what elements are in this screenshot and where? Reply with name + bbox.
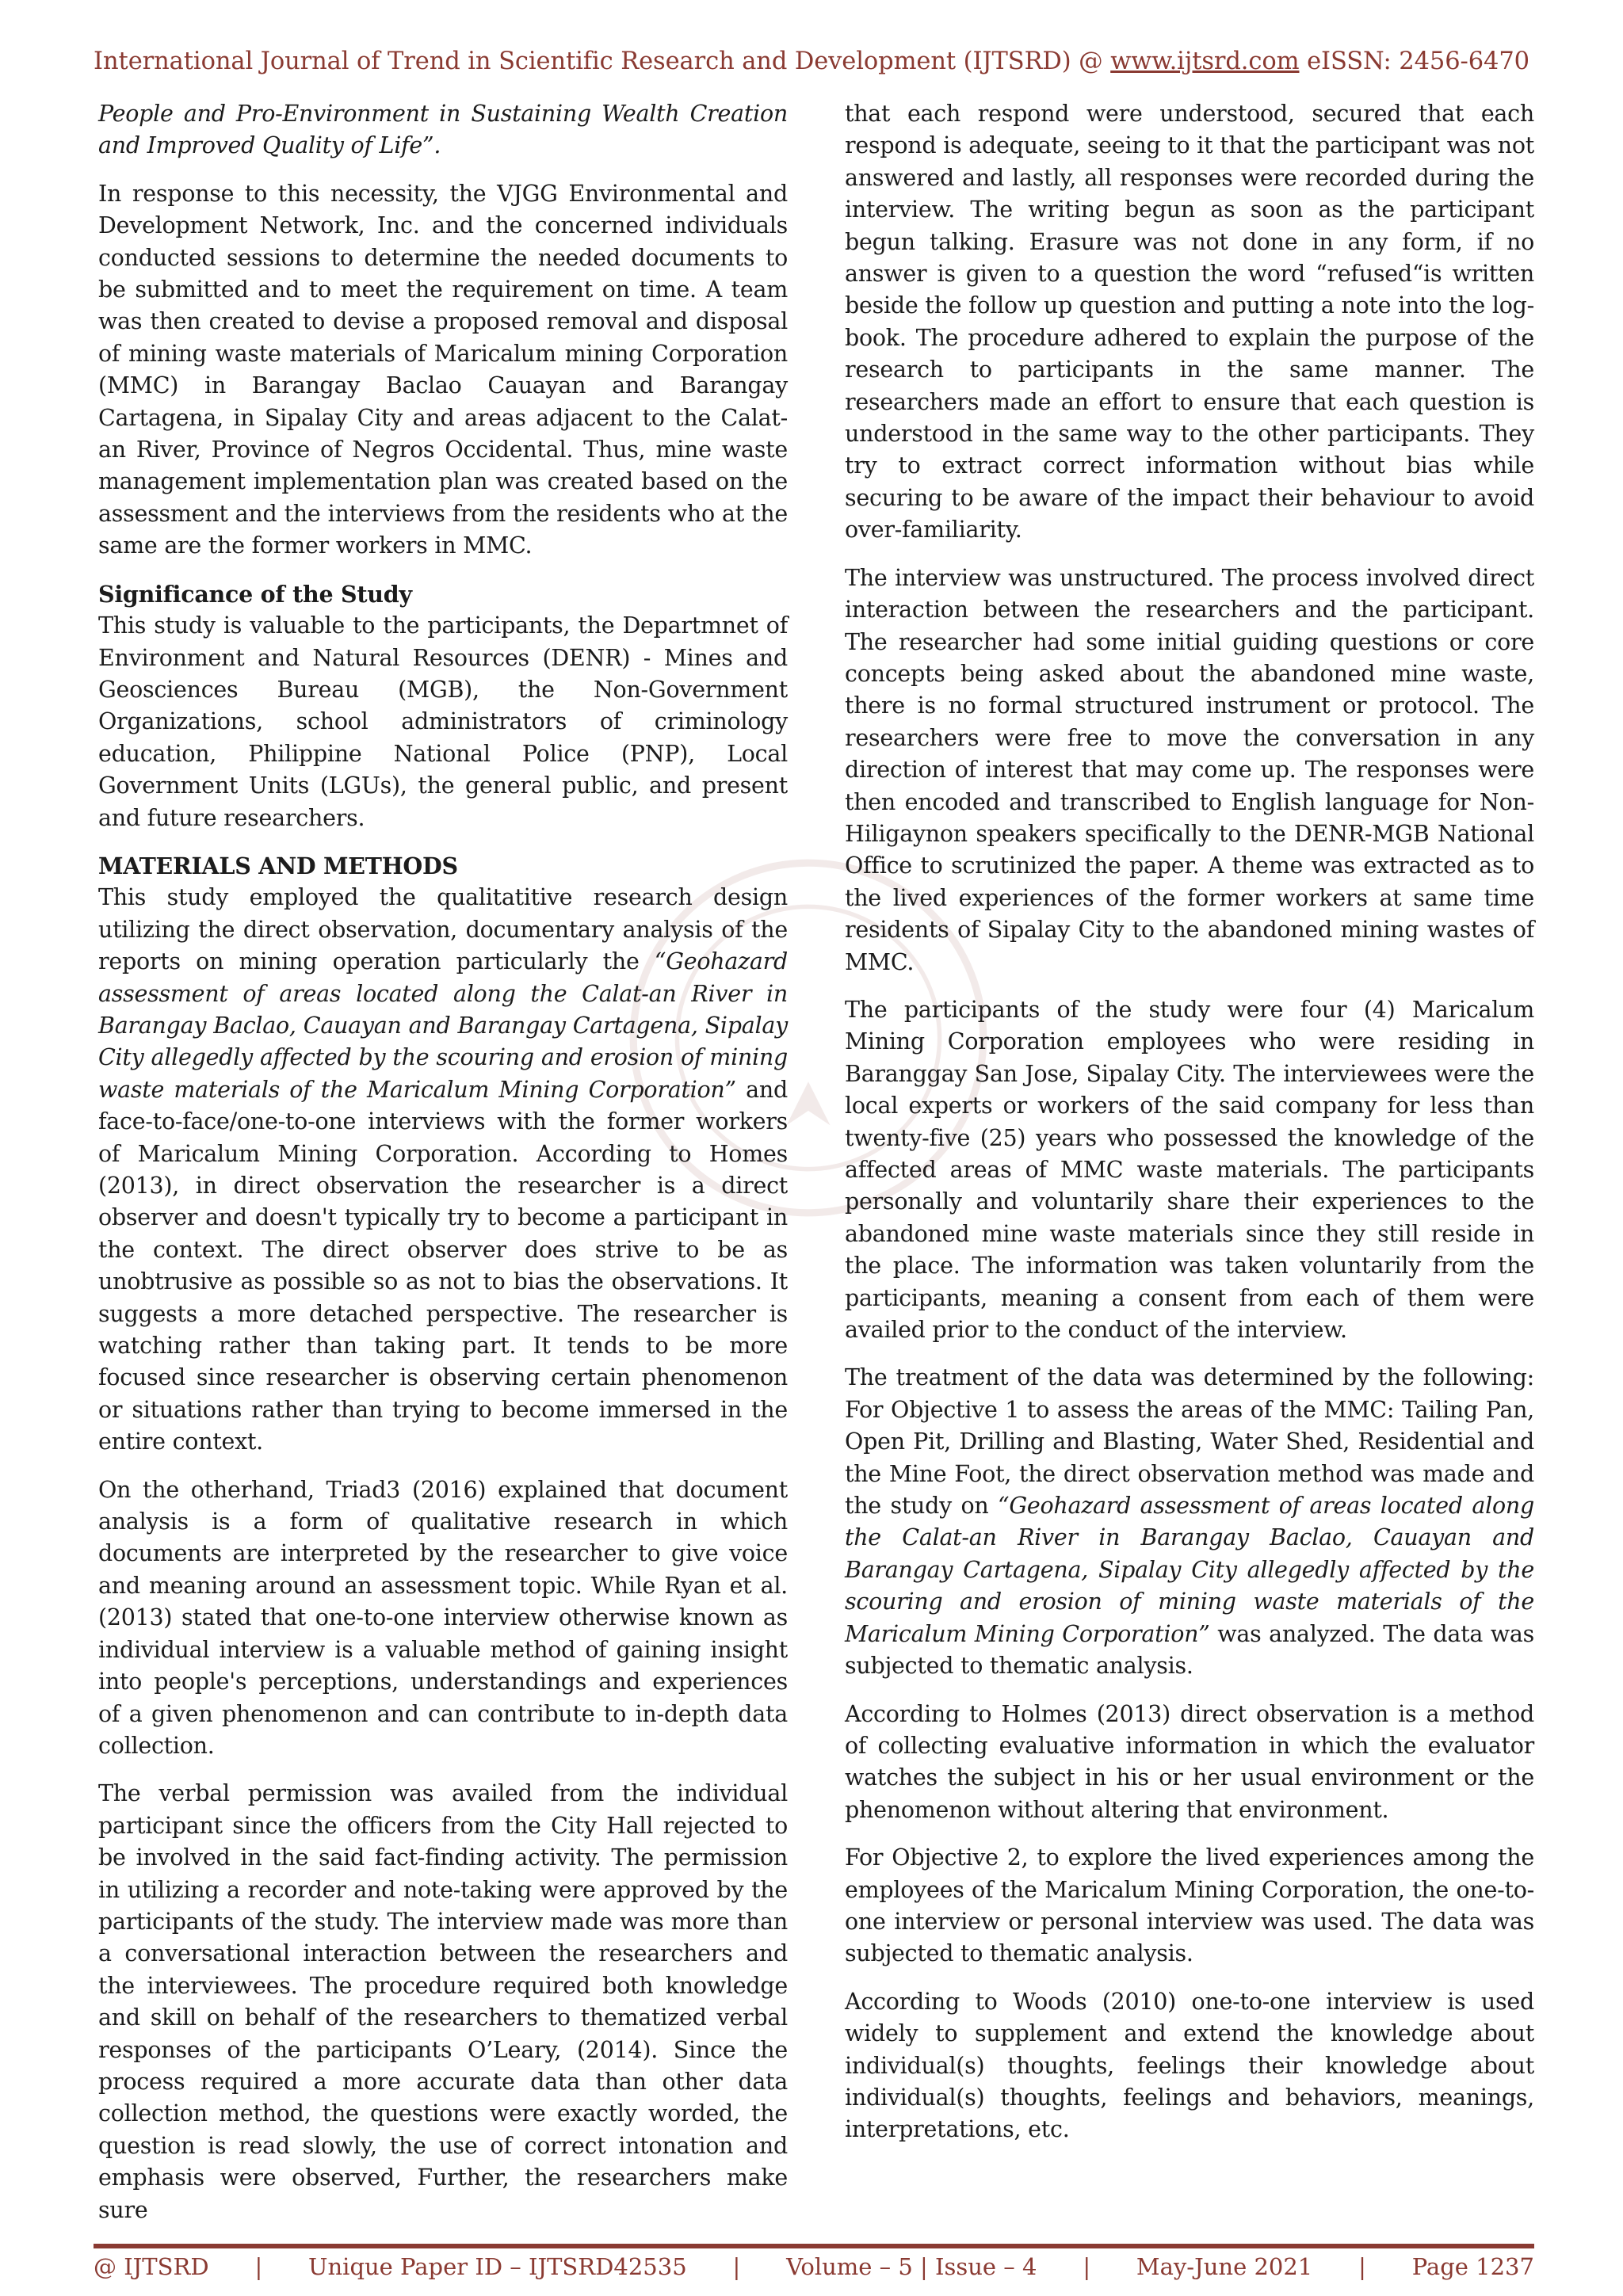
- footer-page-number: Page 1237: [1411, 2253, 1534, 2280]
- footer-org: @ IJTSRD: [94, 2253, 209, 2280]
- left-paragraph-5: The verbal permission was availed from the individual participant since the officers from the City Hall rejected to be involved in the said fact-finding activity. The permission in utilizing a recorder and note-taking were approved by the participants of the study. The interview made was more than a conversational interaction between the researchers and the interviewees. The procedure required both knowledge and skill on behalf of the researchers to thematized verbal responses of the participants O’Leary, (2014). Since the process required a more accurate data than other data collection method, the questions were exactly worded, the question is read slowly, the use of correct intonation and emphasis were observed, Further, the researchers make sure: [98, 1780, 788, 2223]
- right-paragraph-2: The participants of the study were four (4) Maricalum Mining Corporation employees who were residing in Baranggay San Jose, Sipalay City. The interviewees were the local experts or workers of the said company for less than twenty-five (25) years who possessed the knowledge of the affected areas of MMC waste materials. The participants personally and voluntarily share their experiences to the abandoned mine waste materials since they still reside in the place. The information was taken voluntarily from the participants, meaning a consent from each of them were availed prior to the conduct of the interview.: [845, 996, 1534, 1344]
- left-paragraph-0: People and Pro-Environment in Sustaining Wealth Creation and Improved Quality of Life”.: [98, 101, 788, 159]
- right-paragraph-1: The interview was unstructured. The process involved direct interaction between the researchers and the participant. The researcher had some initial guiding questions or core concepts being asked about the abandoned mine waste, there is no formal structured instrument or protocol. The researchers were free to move the conversation in any direction of interest that may come up. The responses were then encoded and transcribed to English language for Non-Hiligaynon speakers specifically to the DENR-MGB National Office to scrutinized the paper. A theme was extracted as to the lived experiences of the former workers at same time residents of Sipalay City to the abandoned mining wastes of MMC.: [845, 564, 1534, 975]
- left-paragraph-3: This study employed the qualitatitive research design utilizing the direct observation, documentary analysis of the reports on mining operation particularly the “Geohazard assessment of areas located along the Calat-an River in Barangay Baclao, Cauayan and Barangay Cartagena, Sipalay City allegedly affected by the scouring and erosion of mining waste materials of the Maricalum Mining Corporation” and face-to-face/one-to-one interviews with the former workers of Maricalum Mining Corporation. According to Homes (2013), in direct observation the researcher is a direct observer and doesn't typically try to become a participant in the context. The direct observer does strive to be as unobtrusive as possible so as not to bias the observations. It suggests a more detached perspective. The researcher is watching rather than taking part. It tends to be more focused since researcher is observing certain phenomenon or situations rather than trying to become immersed in the entire context.: [98, 884, 789, 1455]
- footer-rule: [94, 2244, 1534, 2248]
- right-paragraph-6: According to Woods (2010) one-to-one interview is used widely to supplement and extend the knowledge about individual(s) thoughts, feelings their knowledge about individual(s) thoughts, feelings and behaviors, meanings, interpretations, etc.: [845, 1988, 1534, 2143]
- footer-separator: |: [254, 2253, 263, 2280]
- heading-materials-methods: MATERIALS AND METHODS: [98, 852, 458, 879]
- footer-separator: |: [1358, 2253, 1366, 2280]
- right-paragraph-0: that each respond were understood, secured that each respond is adequate, seeing to it that the participant was not answered and lastly, all responses were recorded during the interview. The writing begun as soon as the participant begun talking. Erasure was not done in any form, if no answer is given to a question the word “refused“is written beside the follow up question and putting a note into the log-book. The procedure adhered to explain the purpose of the research to participants in the same manner. The researchers made an effort to ensure that each question is understood in the same way to the other participants. They try to extract correct information without bias while securing to be aware of the impact their behaviour to avoid over-familiarity.: [845, 101, 1534, 543]
- footer-date: May-June 2021: [1136, 2253, 1313, 2280]
- journal-title: International Journal of Trend in Scientific Research and Development (IJTSRD) @: [94, 48, 1111, 75]
- right-column: [845, 98, 1534, 2146]
- right-paragraph-4: According to Holmes (2013) direct observation is a method of collecting evaluative information in which the evaluator watches the subject in his or her usual environment or the phenomenon without altering that environment.: [845, 1700, 1534, 1823]
- journal-issn: eISSN: 2456-6470: [1299, 48, 1529, 75]
- footer-separator: |: [1083, 2253, 1091, 2280]
- footer-paper-id: Unique Paper ID – IJTSRD42535: [308, 2253, 687, 2280]
- footer-separator: |: [732, 2253, 741, 2280]
- left-paragraph-1: In response to this necessity, the VJGG Environmental and Development Network, Inc. and the concerned individuals conducted sessions to determine the needed documents to be submitted and to meet the requirement on time. A team was then created to devise a proposed removal and disposal of mining waste materials of Maricalum mining Corporation (MMC) in Barangay Baclao Cauayan and Barangay Cartagena, in Sipalay City and areas adjacent to the Calat-an River, Province of Negros Occidental. Thus, mine waste management implementation plan was created based on the assessment and the interviews from the residents who at the same are the former workers in MMC.: [98, 180, 788, 559]
- left-paragraph-4: On the otherhand, Triad3 (2016) explained that document analysis is a form of qualitative research in which documents are interpreted by the researcher to give voice and meaning around an assessment topic. While Ryan et al. (2013) stated that one-to-one interview otherwise known as individual interview is a valuable method of gaining insight into people's perceptions, understandings and experiences of a given phenomenon and can contribute to in-depth data collection.: [98, 1476, 788, 1759]
- left-paragraph-2: This study is valuable to the participants, the Departmnet of Environment and Natural Resources (DENR) - Mines and Geosciences Bureau (MGB), the Non-Government Organizations, school administrators of criminology education, Philippine National Police (PNP), Local Government Units (LGUs), the general public, and present and future researchers.: [98, 612, 788, 831]
- right-paragraph-3: The treatment of the data was determined by the following: For Objective 1 to assess the areas of the MMC: Tailing Pan, Open Pit, Drilling and Blasting, Water Shed, Residential and the Mine Foot, the direct observation method was made and the study on “Geohazard assessment of areas located along the Calat-an River in Barangay Baclao, Cauayan and Barangay Cartagena, Sipalay City allegedly affected by the scouring and erosion of mining waste materials of the Maricalum Mining Corporation” was analyzed. The data was subjected to thematic analysis.: [845, 1364, 1534, 1680]
- journal-site-link[interactable]: www.ijtsrd.com: [1110, 48, 1300, 75]
- right-paragraph-5: For Objective 2, to explore the lived experiences among the employees of the Maricalum Mining Corporation, the one-to-one interview or personal interview was used. The data was subjected to thematic analysis.: [845, 1844, 1534, 1967]
- footer-volume: Volume – 5 | Issue – 4: [786, 2253, 1037, 2280]
- journal-header: [0, 48, 1623, 75]
- left-column: [98, 98, 788, 2226]
- heading-significance: Significance of the Study: [98, 580, 412, 608]
- page-footer: [94, 2253, 1534, 2280]
